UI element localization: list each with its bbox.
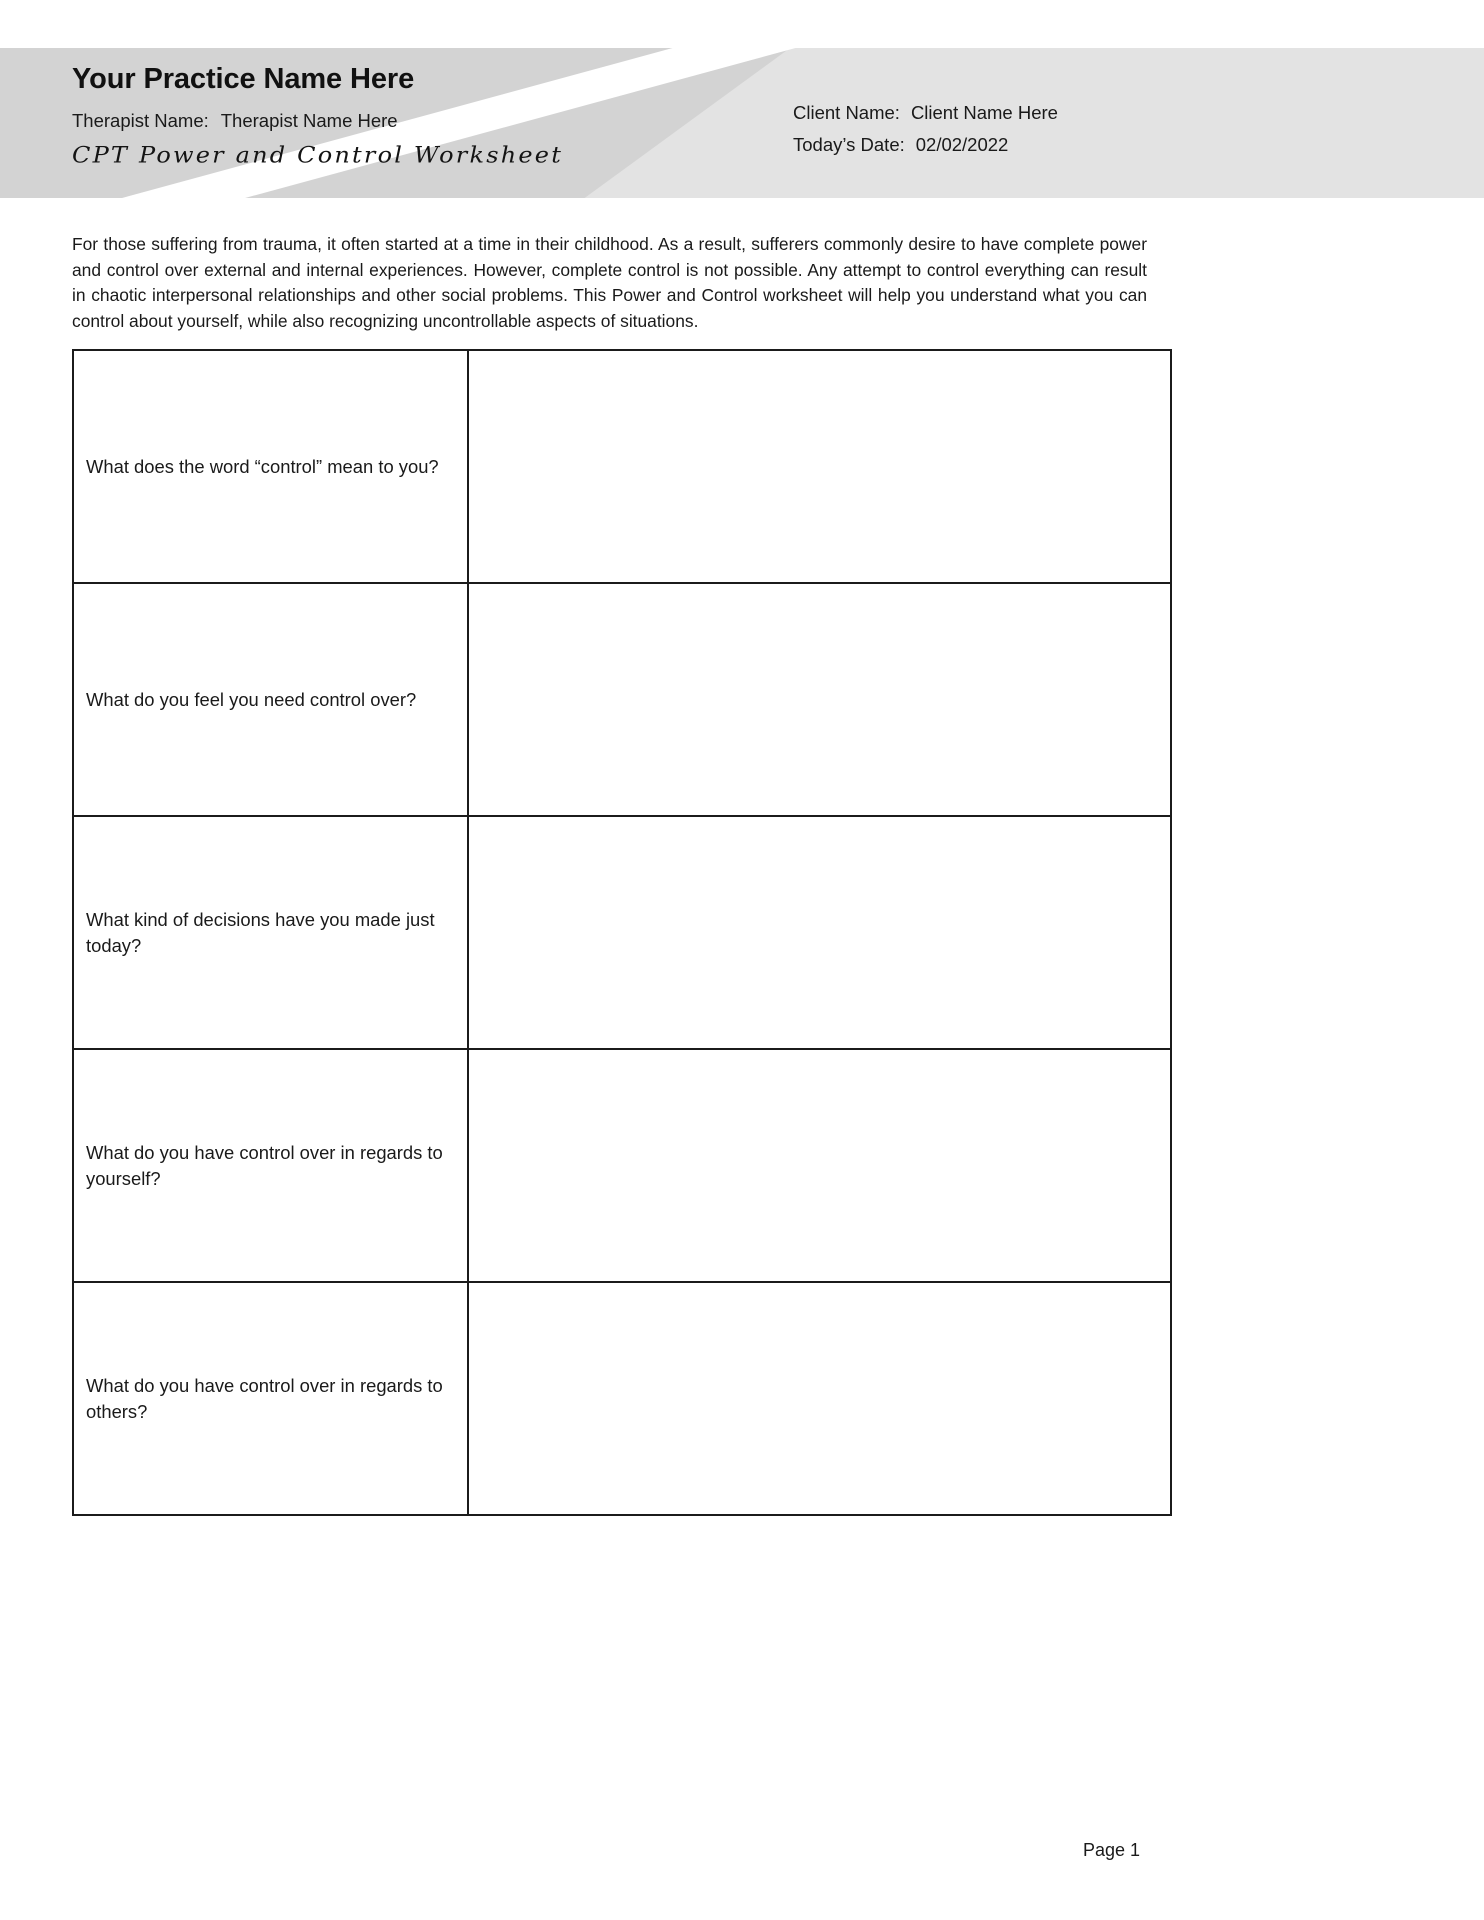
answer-cell[interactable] [468, 816, 1171, 1049]
document-header [0, 48, 1484, 198]
therapist-name-line [72, 110, 398, 132]
question-cell: What do you have control over in regards to yourself? [73, 1049, 468, 1282]
answer-cell[interactable] [468, 1282, 1171, 1515]
client-name-line [793, 101, 1058, 124]
table-row [73, 816, 1171, 1049]
answer-cell[interactable] [468, 1049, 1171, 1282]
todays-date-line [793, 133, 1058, 156]
worksheet-title: CPT Power and Control Worksheet [72, 142, 564, 169]
answer-cell[interactable] [468, 583, 1171, 816]
therapist-name-value: Therapist Name Here [220, 110, 398, 131]
question-cell: What do you have control over in regards to others? [73, 1282, 468, 1515]
todays-date-value: 02/02/2022 [915, 134, 1009, 156]
client-info-block [793, 101, 1058, 165]
table-row [73, 583, 1171, 816]
answer-cell[interactable] [468, 350, 1171, 583]
therapist-name-label: Therapist Name: [72, 110, 209, 131]
question-cell: What kind of decisions have you made just today? [73, 816, 468, 1049]
table-row [73, 350, 1171, 583]
question-cell: What do you feel you need control over? [73, 583, 468, 816]
worksheet-table-body [73, 350, 1171, 1515]
intro-paragraph: For those suffering from trauma, it often started at a time in their childhood. As a result, sufferers commonly desire to have complete power and control over external and internal experiences. However, complete control is not possible. Any attempt to control everything can result in chaotic interpersonal relationships and other social problems. This Power and Control worksheet will help you understand what you can control about yourself, while also recognizing uncontrollable aspects of situations. [72, 234, 1147, 331]
table-row [73, 1282, 1171, 1515]
question-cell: What does the word “control” mean to you? [73, 350, 468, 583]
client-name-label: Client Name: [793, 102, 900, 123]
table-row [73, 1049, 1171, 1282]
worksheet-table [72, 349, 1172, 1516]
page-number: Page 1 [1082, 1840, 1140, 1860]
client-name-value: Client Name Here [910, 102, 1058, 123]
header-content [0, 48, 1484, 198]
todays-date-label: Today’s Date: [793, 134, 905, 156]
practice-name: Your Practice Name Here [72, 63, 415, 95]
